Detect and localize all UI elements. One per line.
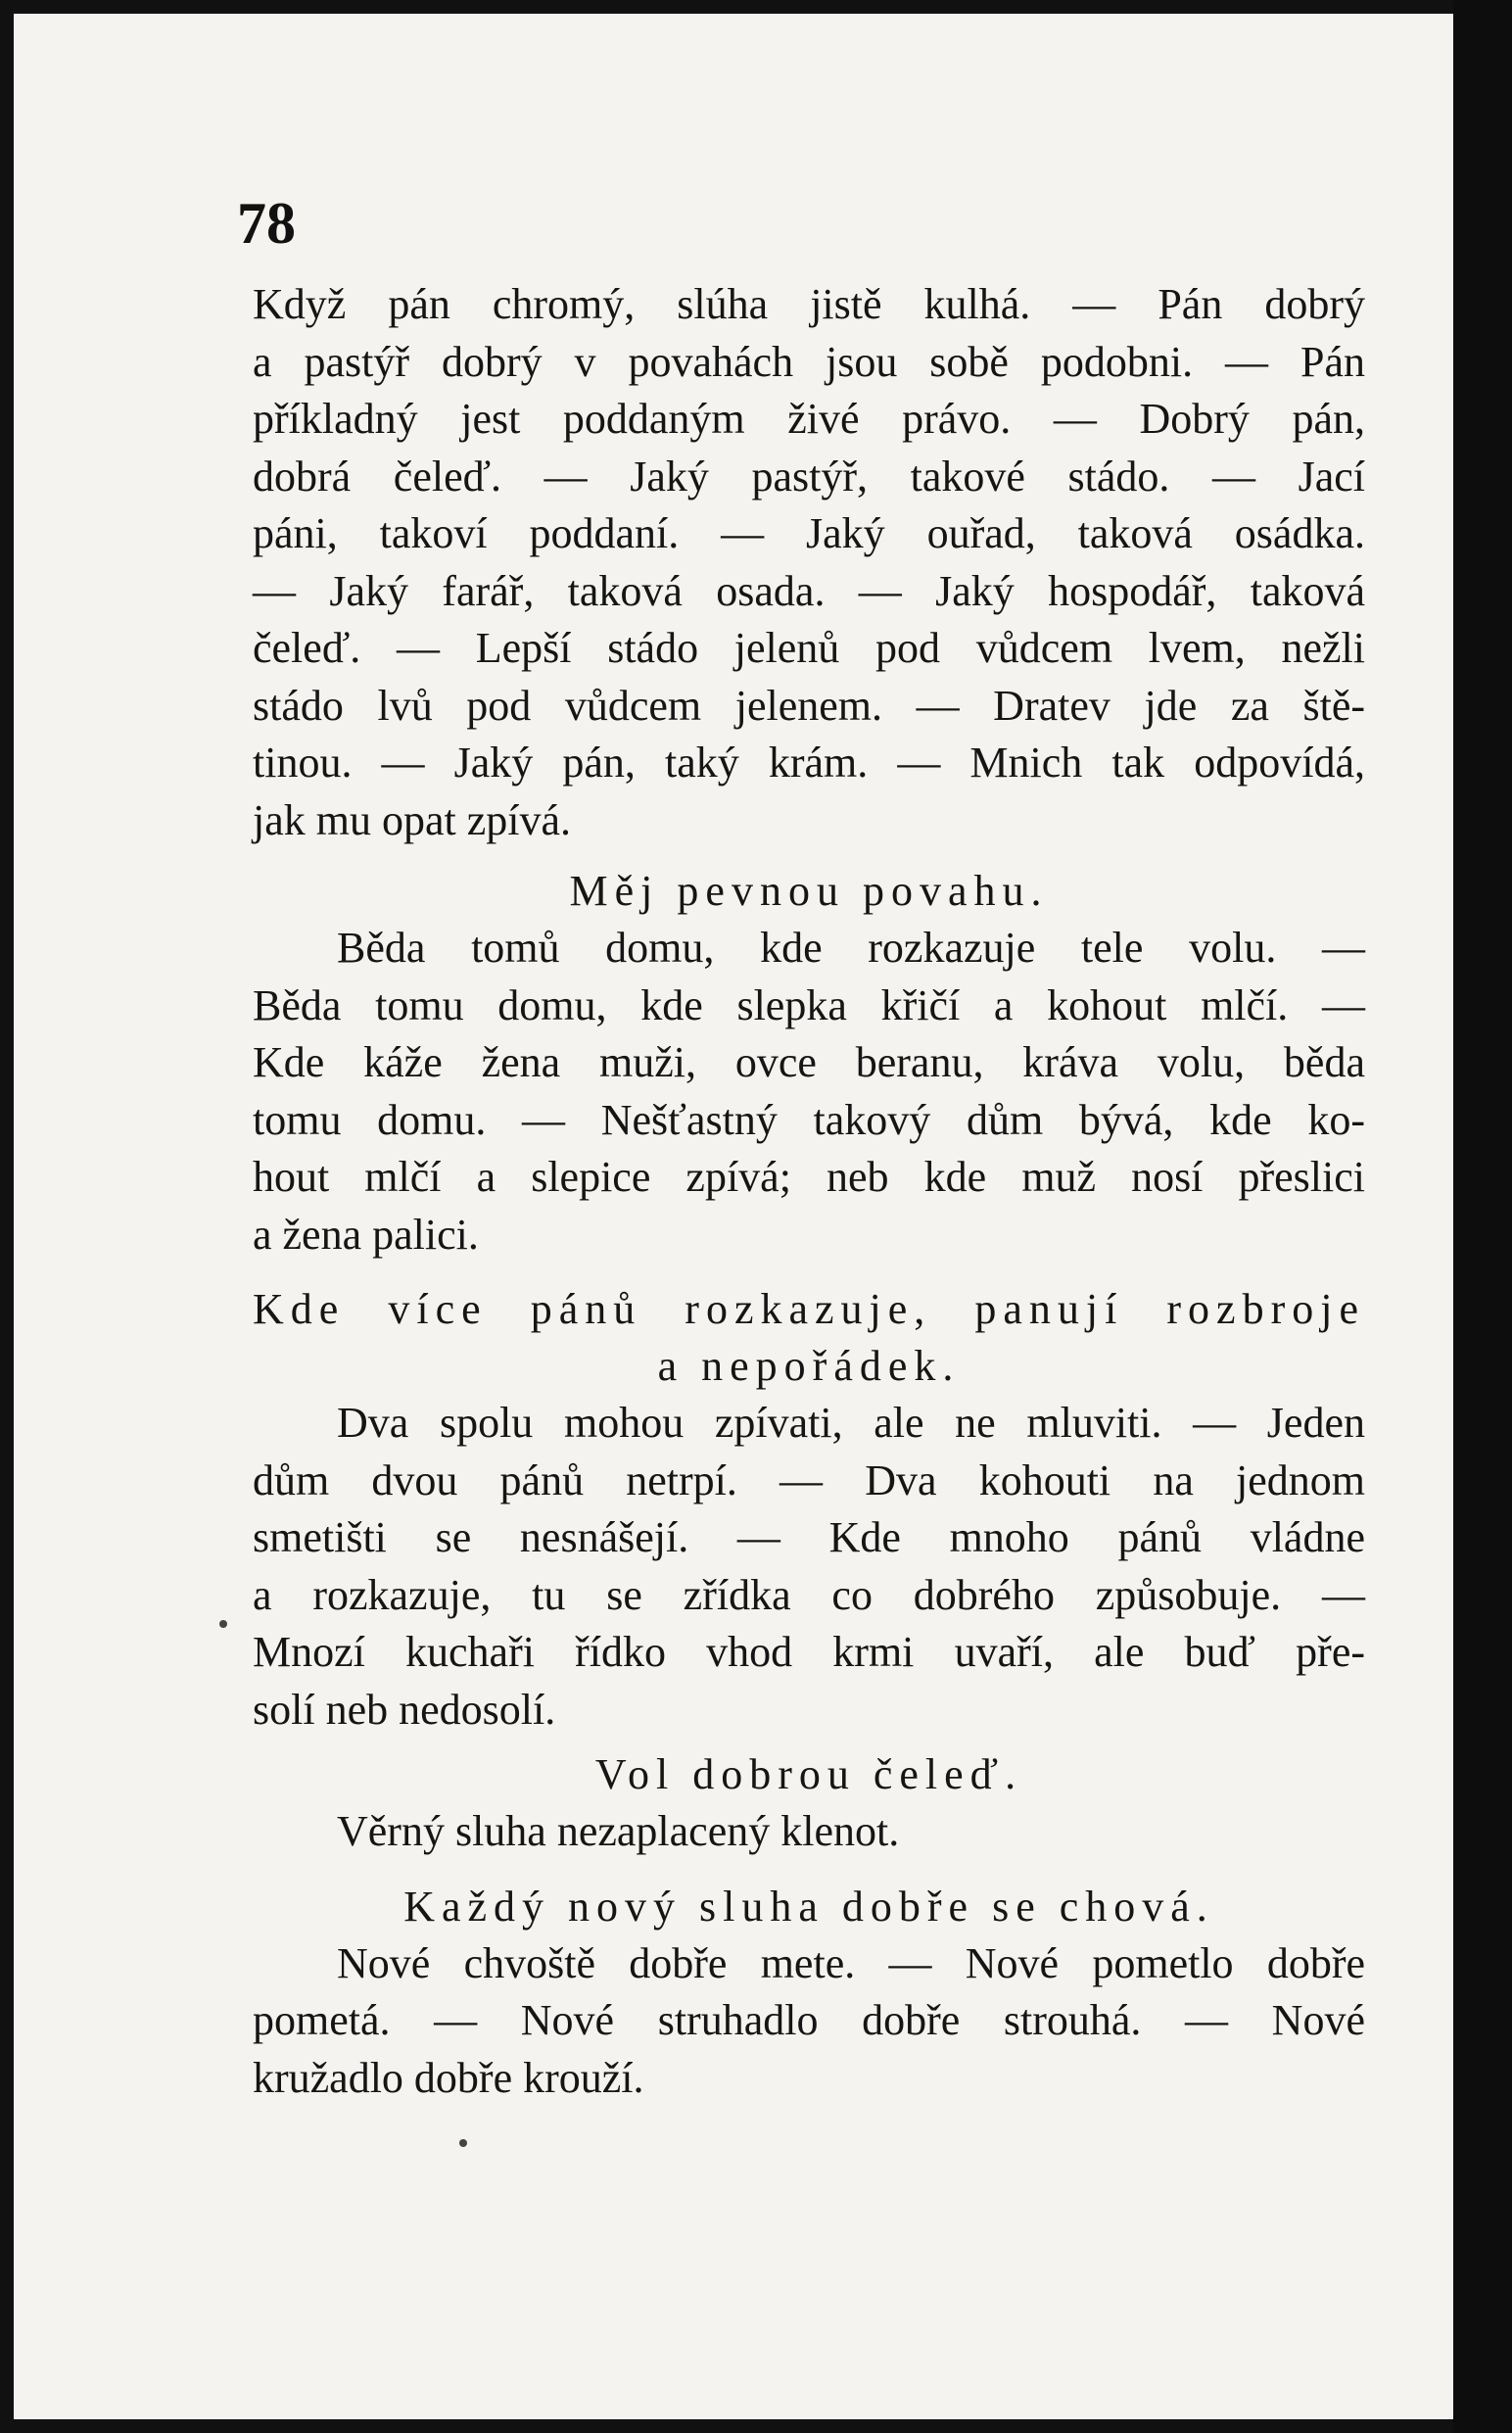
text-line: hout mlčí a slepice zpívá; neb kde muž nosí přeslici [253, 1153, 1365, 1201]
text-line: kružadlo dobře krouží. [253, 2053, 644, 2102]
text-line: Běda tomu domu, kde slepka křičí a kohout mlčí. — [253, 980, 1365, 1029]
heading-line: Vol dobrou čeleď. [594, 1750, 1023, 1798]
binding-gutter [1453, 0, 1512, 2433]
text-line: a pastýř dobrý v povahách jsou sobě podobni. — Pán [253, 337, 1365, 386]
text-line: jak mu opat zpívá. [253, 795, 572, 844]
text-line: smetišti se nesnášejí. — Kde mnoho pánů vládne [253, 1513, 1365, 1561]
text-line: a rozkazuje, tu se zřídka co dobrého způsobuje. — [253, 1570, 1365, 1619]
text-line: příkladný jest poddaným živé právo. — Dobrý pán, [253, 395, 1365, 443]
text-line: a žena palici. [253, 1210, 479, 1259]
paper-speck [219, 1620, 227, 1628]
section-heading [253, 1281, 1365, 1395]
heading-line: Měj pevnou povahu. [569, 867, 1049, 915]
text-line: Když pán chromý, slúha jistě kulhá. — Pán dobrý [253, 280, 1365, 328]
text-paragraph [253, 1803, 1365, 1861]
paper-speck [459, 2139, 467, 2147]
page-body [253, 276, 1365, 2107]
section-heading [253, 1746, 1365, 1803]
heading-line: Kde více pánů rozkazuje, panují rozbroje [253, 1285, 1365, 1333]
text-line: Kde káže žena muži, ovce beranu, kráva volu, běda [253, 1038, 1365, 1086]
text-line: tomu domu. — Nešťastný takový dům bývá, kde ko- [253, 1095, 1365, 1144]
text-line: Dva spolu mohou zpívati, ale ne mluviti. — Jeden [337, 1399, 1365, 1447]
section-heading [253, 1879, 1365, 1935]
text-line: pometá. — Nové struhadlo dobře strouhá. — Nové [253, 1996, 1365, 2044]
text-line: Věrný sluha nezaplacený klenot. [337, 1807, 900, 1855]
text-line: čeleď. — Lepší stádo jelenů pod vůdcem lvem, nežli [253, 624, 1365, 672]
text-paragraph [253, 920, 1365, 1264]
heading-line: Každý nový sluha dobře se chová. [403, 1882, 1214, 1931]
text-paragraph [253, 1935, 1365, 2108]
heading-line: a nepořádek. [657, 1342, 961, 1390]
text-line: páni, takoví poddaní. — Jaký ouřad, taková osádka. [253, 509, 1365, 557]
text-line: dobrá čeleď. — Jaký pastýř, takové stádo. — Jací [253, 452, 1365, 501]
text-line: stádo lvů pod vůdcem jelenem. — Dratev jde za ště- [253, 681, 1365, 730]
text-line: Mnozí kuchaři řídko vhod krmi uvaří, ale buď pře- [253, 1628, 1365, 1676]
text-line: solí neb nedosolí. [253, 1685, 556, 1734]
text-line: Nové chvoště dobře mete. — Nové pometlo dobře [337, 1938, 1365, 1987]
text-paragraph [253, 1395, 1365, 1739]
text-line: Běda tomů domu, kde rozkazuje tele volu. — [337, 924, 1365, 972]
text-paragraph [253, 276, 1365, 849]
text-line: tinou. — Jaký pán, taký krám. — Mnich tak odpovídá, [253, 739, 1365, 787]
section-heading [253, 863, 1365, 920]
page-number: 78 [237, 191, 296, 256]
book-page [14, 14, 1461, 2419]
text-line: dům dvou pánů netrpí. — Dva kohouti na jednom [253, 1455, 1365, 1504]
text-line: — Jaký farář, taková osada. — Jaký hospodář, taková [253, 566, 1365, 615]
